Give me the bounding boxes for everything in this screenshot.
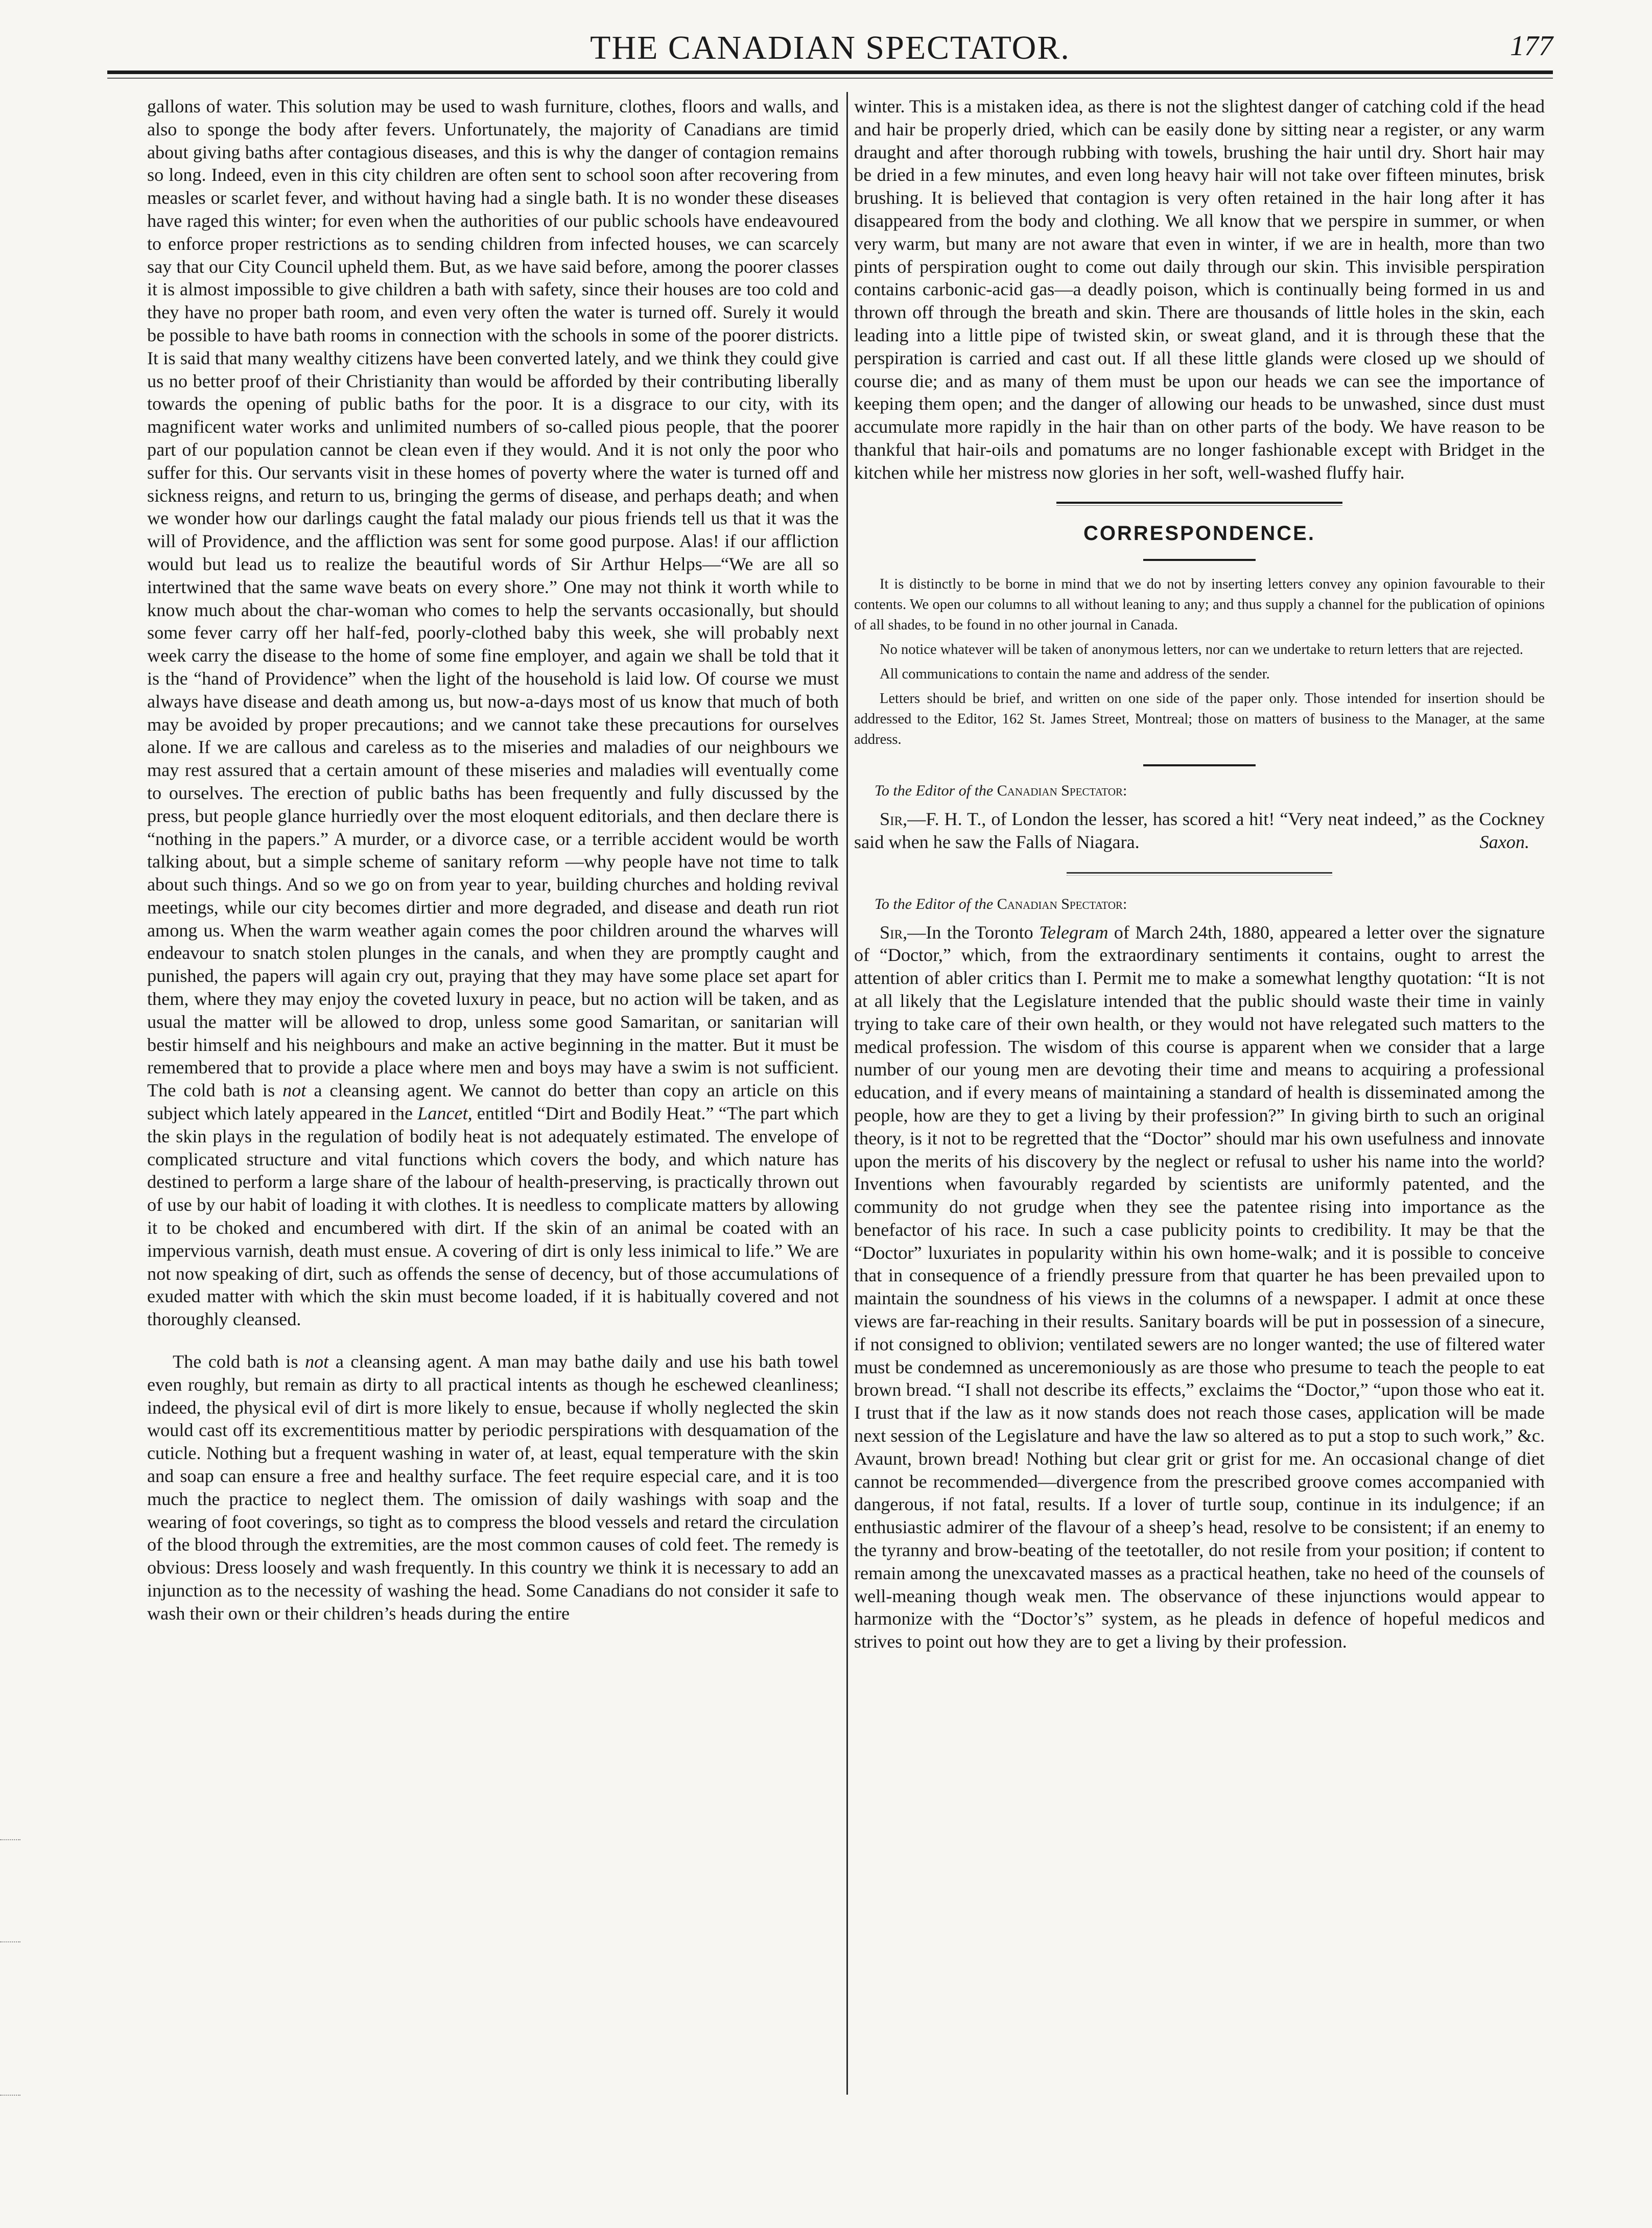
- letter-body: [854, 921, 1545, 1654]
- article-paragraph: [147, 1350, 839, 1625]
- letter-text: of March 24th, 1880, appeared a letter over the signature of “Doctor,” which, from the extraordinary sentiments it contains, ought to arrest the attention of abler critics than I. Permit me to make a somewhat lengthy quotation: “It is not at all likely that the Legislature intended that the public should waste their time in vainly trying to take care of their own health, or they would not have relegated such matters to the medical profession. The wisdom of this course is apparent when we consider that a large number of our young men are devoting their time and means to acquiring a professional education, and if every means of maintaining a standard of health is disseminated among the people, how are they to get a living by their profession?” In giving birth to such an original theory, is it not to be regretted that the “Doctor” should mar his own usefulness and innovate upon the merits of his discovery by the neglect or refusal to usher his name into the world? Inventions when favourably regarded by scientists are uniformly patented, and the community do not grudge when they see the patentee rising into importance as the benefactor of his race. In such a case publicity points to credibility. It may be that the “Doctor” luxuriates in popularity within his own home-walk; and it is possible to conceive that in consequence of a friendly pressure from that quarter he has been prevailed upon to maintain the soundness of his views in the columns of a newspaper. I admit at once these views are far-reaching in their results. Sanitary boards will be put in possession of a sinecure, if not consigned to oblivion; ventilated sewers are no longer wanted; the use of filtered water must be condemned as unceremoniously as are those who presume to teach the people to eat brown bread. “I shall not describe its effects,” exclaims the “Doctor,” “upon those who eat it. I trust that if the law as it now stands does not reach those cases, application will be made next session of the Legislature and have the law so altered as to put a stop to such work,” &c. Avaunt, brown bread! Nothing but clear grit or grist for me. An occasional change of diet cannot be recommended—divergence from the prescribed groove comes accompanied with dangerous, if not fatal, results. If a lover of turtle soup, continue in its indulgence; if an enthusiastic admirer of the flavour of a sheep’s head, resolve to be consistent; if an enemy to the tyranny and brow-beating of the teetotaller, do not resile from your position; if content to remain among the unexcavated masses as a practical heathen, take no heed of the counsels of well-meaning though weak men. The observance of these injunctions would appear to harmonize with the “Doctor’s” system, as he pleads in defence of hopeful medicos and strives to point out how they are to get a living by their profession.: [854, 922, 1545, 1652]
- letter-salutation: [854, 893, 1545, 916]
- right-column: [854, 95, 1545, 1653]
- emphasis: not: [305, 1351, 329, 1372]
- notice-text: No notice whatever will be taken of anonymous letters, nor can we undertake to return letters that are rejected.: [880, 642, 1523, 658]
- salutation-text: To the Editor of the: [875, 895, 994, 912]
- notice-text: It is distinctly to be borne in mind that we do not by inserting letters convey any opinion favourable to their contents. We open our columns to all without leaning to any; and thus supply a channel for the publication of opinions of all shades, to be found in no other journal in Canada.: [854, 576, 1545, 634]
- page-edge-mark: [0, 1839, 20, 1840]
- letter-rule: [1067, 872, 1332, 876]
- salutation-paper: Canadian Spectator:: [997, 895, 1127, 912]
- article-paragraph: winter. This is a mistaken idea, as there is not the slightest danger of catching cold if the head and hair be properly dried, which can be easily done by sitting near a register, or any warm draught and after thorough rubbing with towels, brushing the hair until dry. Short hair may be dried in a few minutes, and even long heavy hair will not take over fifteen minutes, brisk brushing. It is believed that contagion is very often retained in the hair long after it has disappeared from the body and clothing. We all know that we perspire in summer, or when very warm, but many are not aware that even in winter, if we are in health, more than two pints of perspiration ought to come out daily through our skin. This invisible perspiration contains carbonic-acid gas—a deadly poison, which is continually being formed in us and thrown off through the breath and skin. There are thousands of little holes in the skin, each leading into a little pipe of twisted skin, or sweat gland, and it is through these that the perspiration is carried and cast out. If all these little glands were closed up we should of course die; and as many of them must be upon our heads we can see the importance of keeping them open; and the danger of allowing our heads to be unwashed, since dust must accumulate more rapidly in the hair than on other parts of the body. We have reason to be thankful that hair-oils and pomatums are no longer fashionable except with Bridget in the kitchen while her mistress now glories in her soft, well-washed fluffy hair.: [854, 96, 1545, 483]
- masthead-rule: [107, 71, 1553, 74]
- page-edge-mark: [0, 2095, 20, 2096]
- letter-sir: Sir,: [880, 809, 908, 830]
- publication-name: Telegram: [1039, 922, 1108, 943]
- article-text: a cleansing agent. A man may bathe daily and use his bath towel even roughly, but remain as dirty to all practical intents as though he eschewed cleanliness; indeed, the physical evil of dirt is more likely to ensue, because if wholly neglected the skin would cast off its excrementitious matter by periodic perspirations with desquamation of the cuticle. Nothing but a frequent washing in water of, at least, equal temperature with the skin and soap can ensure a free and healthy surface. The feet require especial care, and it is too much the practice to neglect them. The omission of daily washings with soap and the wearing of foot coverings, so tight as to compress the blood vessels and retard the circulation of the blood through the extremities, are the most common causes of cold feet. The remedy is obvious: Dress loosely and wash frequently. In this country we think it is necessary to add an injunction as to the necessity of washing the head. Some Canadians do not consider it safe to wash their own or their children’s heads during the entire: [147, 1351, 839, 1624]
- notice-text: All communications to contain the name and address of the sender.: [880, 666, 1270, 683]
- article-text: gallons of water. This solution may be used to wash furniture, clothes, floors and walls, and also to sponge the body after fevers. Unfortunately, the majority of Canadians are timid about giving baths after contagious diseases, and this is why the danger of contagion remains so long. Indeed, even in this city children are often sent to school soon after recovering from measles or scarlet fever, and without having had a single bath. It is no wonder these diseases have raged this winter; for even when the authorities of our public schools have endeavoured to enforce proper restrictions as to sending children from infected houses, we can scarcely say that our City Council upheld them. But, as we have said before, among the poorer classes it is almost impossible to give children a bath with safety, since their houses are too cold and they have no proper bath room, and even very often the water is turned off. Surely it would be possible to have bath rooms in connection with the schools in some of the poorer districts. It is said that many wealthy citizens have been converted lately, and we think they could give us no better proof of their Christianity than would be afforded by their contributing liberally towards the opening of public baths for the poor. It is a disgrace to our city, with its magnificent water works and unlimited numbers of so-called pious people, that the poorer part of our population cannot be clean even if they would. And it is not only the poor who suffer for this. Our servants visit in these homes of poverty where the water is turned off and sickness reigns, and return to us, bringing the germs of disease, and perhaps death; and when we wonder how our darlings caught the fatal malady our pious friends tell us that it was the will of Providence, and the affliction was sent for some good purpose. Alas! if our affliction would but lead us to realize the beautiful words of Sir Arthur Helps—“We are all so intertwined that the same wave beats on every shore.” One may not think it worth while to know much about the char-woman who comes to help the servants occasionally, but should some fever carry off her half-fed, poorly-clothed baby this week, she will probably next week carry the disease to the home of some fine employer, and again we shall be told that it is the “hand of Providence” when the light of the household is laid low. Of course we must always have disease and death among us, but now-a-days most of us know that much of both may be avoided by proper precautions; and we cannot take these precautions for ourselves alone. If we are callous and careless as to the miseries and maladies of our neighbours we may rest assured that a certain amount of these miseries and maladies will eventually come to ourselves. The erection of public baths has been frequently and fully discussed by the press, but people glance hurriedly over the most eloquent editorials, and then declare there is “nothing in the papers.” A murder, or a divorce case, or a terrible accident would be worth talking about, but a simple scheme of sanitary reform —why people have not time to talk about such things. And so we go on from year to year, building churches and holding revival meetings, while our city becomes dirtier and more degraded, and disease and death run riot among us. When the warm weather again comes the poor children around the wharves will endeavour to snatch stolen plunges in the canals, and when they are promptly caught and punished, the papers will again cry out, praying that they may have some place set apart for them, where they may enjoy the coveted luxury in peace, but no action will be taken, and as usual the matter will be allowed to drop, unless some good Samaritan, or sanitarian will bestir himself and his neighbours and make an active beginning in the matter. But it must be remembered that to provide a place where men and boys may have a swim is not sufficient. The cold bath is: [147, 96, 839, 1101]
- letter-sir: Sir,: [880, 922, 908, 943]
- section-heading: CORRESPONDENCE.: [1083, 522, 1315, 545]
- article-text: a cleansing agent. We cannot do better than copy an article on this subject which lately appeared in the: [147, 1080, 839, 1124]
- page-edge-mark: [0, 1941, 20, 1942]
- article-text: The cold bath is: [173, 1351, 298, 1372]
- article-text: entitled “Dirt and Bodily Heat.” “The part which the skin plays in the regulation of bodily heat is not adequately estimated. The envelope of complicated structure and vital functions which covers the body, and which nature has destined to perform a large share of the labour of health-preserving, is practically thrown out of use by our habit of loading it with clothes. It is needless to complicate matters by allowing it to be choked and encumbered with dirt. If the skin of an animal be coated with an impervious varnish, death must ensue. A covering of dirt is only less inimical to life.” We are not now speaking of dirt, such as offends the sense of decency, but of those accumulations of exuded matter with which the skin must become loaded, if it is habitually covered and not thoroughly cleansed.: [147, 1103, 839, 1330]
- salutation-paper: Canadian Spectator:: [997, 782, 1127, 800]
- editorial-notice: [854, 574, 1545, 750]
- section-rule: [1056, 502, 1342, 506]
- notice-rule: [1143, 764, 1256, 766]
- masthead: [107, 25, 1553, 71]
- left-column: [147, 95, 839, 1625]
- letter-signature: Saxon.: [1479, 831, 1529, 852]
- emphasis: not: [282, 1080, 306, 1101]
- masthead-rule-thin: [107, 78, 1553, 79]
- letter-body: [854, 808, 1545, 854]
- column-divider: [846, 92, 848, 2095]
- page-number: 177: [1510, 30, 1553, 62]
- article-paragraph: [147, 95, 839, 1331]
- salutation-text: To the Editor of the: [875, 782, 994, 800]
- page-title: THE CANADIAN SPECTATOR.: [590, 29, 1070, 66]
- heading-rule: [1143, 559, 1256, 561]
- publication-name: Lancet,: [417, 1103, 473, 1124]
- letter-salutation: [854, 780, 1545, 803]
- letter-text: —F. H. T., of London the lesser, has scored a hit! “Very neat indeed,” as the Cockney said when he saw the Falls of Niagara.: [854, 809, 1545, 852]
- letter-text: —In the Toronto: [907, 922, 1033, 943]
- notice-text: Letters should be brief, and written on one side of the paper only. Those intended for insertion should be addressed to the Editor, 162 St. James Street, Montreal; those on matters of business to the Manager, at the same address.: [854, 691, 1545, 748]
